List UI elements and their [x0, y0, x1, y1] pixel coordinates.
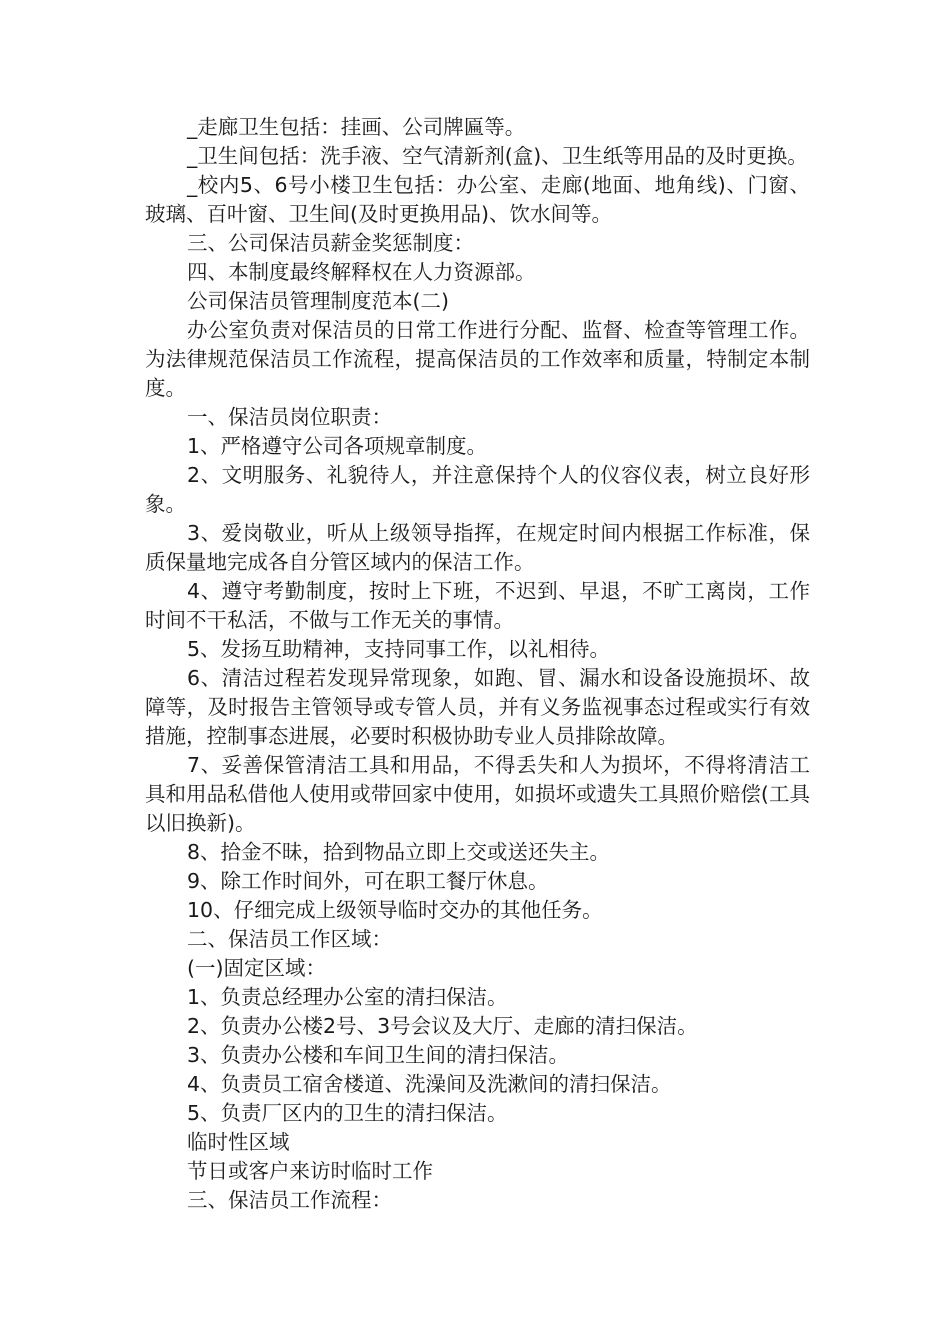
paragraph-restroom-hygiene: _卫生间包括：洗手液、空气清新剂(盒)、卫生纸等用品的及时更换。 [187, 144, 808, 168]
section-heading-duties: 一、保洁员岗位职责： [187, 405, 392, 429]
section-heading-workflow: 三、保洁员工作流程： [187, 1188, 392, 1212]
list-item-duty-4: 4、遵守考勤制度，按时上下班，不迟到、早退，不旷工离岗，工作时间不干私活，不做与工作无关的事情。 [145, 579, 810, 632]
section-heading-salary-rules: 三、公司保洁员薪金奖惩制度： [187, 231, 474, 255]
section-heading-work-areas: 二、保洁员工作区域： [187, 927, 392, 951]
list-item-area-1: 1、负责总经理办公室的清扫保洁。 [187, 985, 508, 1009]
paragraph-temporary-work: 节日或客户来访时临时工作 [187, 1159, 433, 1183]
list-item-area-2: 2、负责办公楼2号、3号会议及大厅、走廊的清扫保洁。 [187, 1014, 698, 1038]
document-body [145, 113, 810, 1215]
subsection-heading-temporary-areas: 临时性区域 [187, 1130, 290, 1154]
paragraph-corridor-hygiene: _走廊卫生包括：挂画、公司牌匾等。 [187, 115, 526, 139]
list-item-duty-1: 1、严格遵守公司各项规章制度。 [187, 434, 488, 458]
paragraph-intro: 办公室负责对保洁员的日常工作进行分配、监督、检查等管理工作。为法律规范保洁员工作流程，提高保洁员的工作效率和质量，特制定本制度。 [145, 318, 810, 400]
list-item-duty-3: 3、爱岗敬业，听从上级领导指挥，在规定时间内根据工作标准，保质保量地完成各自分管区域内的保洁工作。 [145, 521, 810, 574]
list-item-duty-6: 6、清洁过程若发现异常现象，如跑、冒、漏水和设备设施损坏、故障等，及时报告主管领导或专管人员，并有义务监视事态过程或实行有效措施，控制事态进展，必要时积极协助专业人员排除故障。 [145, 666, 810, 748]
list-item-area-4: 4、负责员工宿舍楼道、洗澡间及洗漱间的清扫保洁。 [187, 1072, 672, 1096]
list-item-duty-8: 8、拾金不昧，拾到物品立即上交或送还失主。 [187, 840, 611, 864]
paragraph-campus-building-hygiene: _校内5、6号小楼卫生包括：办公室、走廊(地面、地角线)、门窗、玻璃、百叶窗、卫生间(及时更换用品)、饮水间等。 [145, 173, 810, 226]
list-item-duty-7: 7、妥善保管清洁工具和用品，不得丢失和人为损坏，不得将清洁工具和用品私借他人使用或带回家中使用，如损坏或遗失工具照价赔偿(工具以旧换新)。 [145, 753, 810, 835]
list-item-duty-10: 10、仔细完成上级领导临时交办的其他任务。 [187, 898, 603, 922]
list-item-duty-5: 5、发扬互助精神，支持同事工作，以礼相待。 [187, 637, 611, 661]
list-item-area-5: 5、负责厂区内的卫生的清扫保洁。 [187, 1101, 508, 1125]
list-item-duty-9: 9、除工作时间外，可在职工餐厅休息。 [187, 869, 549, 893]
document-subtitle: 公司保洁员管理制度范本(二) [187, 289, 449, 313]
list-item-area-3: 3、负责办公楼和车间卫生间的清扫保洁。 [187, 1043, 570, 1067]
paragraph-interpretation-right: 四、本制度最终解释权在人力资源部。 [187, 260, 536, 284]
list-item-duty-2: 2、文明服务、礼貌待人，并注意保持个人的仪容仪表，树立良好形象。 [145, 463, 810, 516]
subsection-heading-fixed-areas: (一)固定区域： [187, 956, 326, 980]
